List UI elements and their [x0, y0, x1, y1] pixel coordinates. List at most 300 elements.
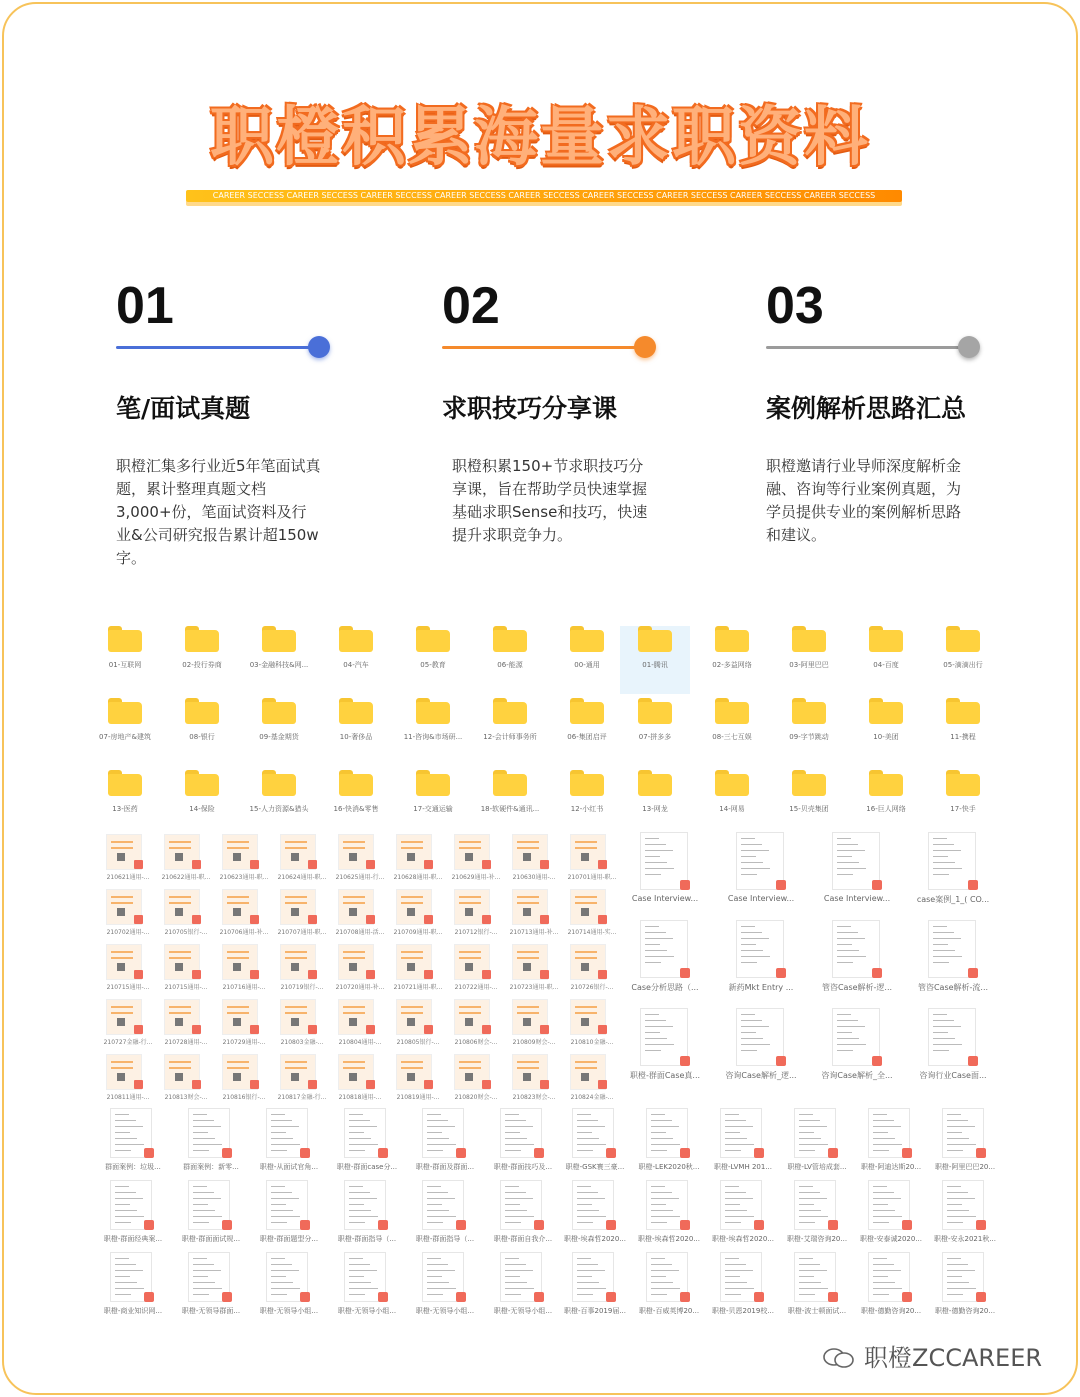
pdf-icon — [598, 915, 607, 924]
file-label: 210721通用-职... — [393, 984, 443, 991]
folder-body — [715, 702, 749, 724]
pdf-icon — [680, 1220, 690, 1230]
watermark — [822, 1338, 1042, 1373]
document-file[interactable] — [810, 920, 904, 1002]
document-file[interactable] — [328, 1180, 406, 1250]
file-thumbnail[interactable] — [448, 999, 504, 1051]
folder-item[interactable] — [244, 626, 314, 694]
document-file[interactable] — [328, 1252, 406, 1322]
folder-body — [493, 774, 527, 796]
file-label: 07-拼多多 — [638, 733, 672, 741]
document-file[interactable] — [704, 1108, 782, 1178]
folder-body — [792, 702, 826, 724]
folder-item[interactable] — [321, 770, 391, 838]
file-thumbnail[interactable] — [506, 889, 562, 941]
document-file[interactable] — [172, 1252, 250, 1322]
folder-icon — [493, 698, 527, 724]
folder-item[interactable] — [90, 770, 160, 838]
file-label: 职橙-群面经典案... — [103, 1235, 163, 1243]
document-file[interactable] — [618, 832, 712, 914]
file-thumbnail[interactable] — [506, 834, 562, 886]
folder-item[interactable] — [851, 626, 921, 694]
file-label: 职橙-埃森哲2020... — [711, 1235, 774, 1243]
pdf-icon — [250, 1080, 259, 1089]
document-file[interactable] — [484, 1180, 562, 1250]
document-file[interactable] — [250, 1180, 328, 1250]
document-file[interactable] — [852, 1108, 930, 1178]
pdf-icon — [134, 915, 143, 924]
file-thumbnail[interactable] — [448, 944, 504, 996]
document-file[interactable] — [926, 1108, 1004, 1178]
folder-item[interactable] — [475, 770, 545, 838]
file-label: 职橙-群面面试规... — [181, 1235, 241, 1243]
pdf-icon — [482, 970, 491, 979]
folder-body — [493, 702, 527, 724]
folder-item[interactable] — [697, 626, 767, 694]
feature-line — [442, 346, 642, 349]
file-thumbnail[interactable] — [506, 944, 562, 996]
folder-item[interactable] — [774, 698, 844, 766]
file-thumbnail[interactable] — [390, 1054, 446, 1106]
folder-item[interactable] — [90, 626, 160, 694]
file-thumbnail[interactable] — [390, 944, 446, 996]
document-file[interactable] — [250, 1252, 328, 1322]
file-thumbnail[interactable] — [100, 1054, 156, 1106]
file-thumbnail[interactable] — [564, 999, 620, 1051]
file-thumbnail[interactable] — [216, 1054, 272, 1106]
file-thumbnail[interactable] — [100, 834, 156, 886]
folder-item[interactable] — [552, 626, 622, 694]
pdf-icon — [308, 1080, 317, 1089]
file-thumbnail[interactable] — [158, 944, 214, 996]
pdf-icon — [308, 1025, 317, 1034]
file-label: 职橙-无领导小组... — [337, 1307, 397, 1315]
feature-3 — [766, 274, 1026, 547]
file-thumbnail[interactable] — [332, 944, 388, 996]
pdf-icon — [482, 1025, 491, 1034]
pdf-icon — [144, 1148, 154, 1158]
file-label: 16-快消&零售 — [333, 805, 379, 813]
pdf-icon — [300, 1220, 310, 1230]
pdf-icon — [456, 1220, 466, 1230]
folder-item[interactable] — [244, 770, 314, 838]
file-label: 210806财会-... — [454, 1039, 498, 1046]
folder-icon — [108, 770, 142, 796]
folder-icon — [185, 626, 219, 652]
file-thumbnail[interactable] — [274, 944, 330, 996]
document-file[interactable] — [704, 1252, 782, 1322]
pdf-icon — [134, 970, 143, 979]
pdf-icon — [754, 1220, 764, 1230]
folder-body — [108, 630, 142, 652]
file-label: 03-阿里巴巴 — [789, 661, 829, 669]
folder-body — [869, 702, 903, 724]
folder-body — [416, 702, 450, 724]
document-file[interactable] — [810, 1008, 904, 1090]
document-file[interactable] — [618, 1008, 712, 1090]
folder-icon — [262, 626, 296, 652]
pdf-icon — [598, 860, 607, 869]
file-label: Case Interview... — [631, 894, 699, 903]
file-label: 17-快手 — [950, 805, 976, 813]
pdf-icon — [308, 970, 317, 979]
folder-body — [946, 702, 980, 724]
pdf-icon — [902, 1148, 912, 1158]
file-label: 职橙-百威英博20... — [638, 1307, 700, 1315]
pdf-icon — [192, 1080, 201, 1089]
document-file[interactable] — [852, 1252, 930, 1322]
pdf-icon — [968, 1056, 978, 1066]
file-thumbnail[interactable] — [332, 834, 388, 886]
folder-body — [416, 774, 450, 796]
file-label: 12-小红书 — [570, 805, 604, 813]
file-label: 210622通用-职... — [161, 874, 211, 881]
file-thumbnail[interactable] — [390, 834, 446, 886]
document-file[interactable] — [926, 1180, 1004, 1250]
file-thumbnail[interactable] — [332, 1054, 388, 1106]
folder-body — [869, 630, 903, 652]
folder-item[interactable] — [244, 698, 314, 766]
pdf-icon — [540, 915, 549, 924]
file-thumbnail[interactable] — [564, 889, 620, 941]
pdf-icon — [250, 970, 259, 979]
pdf-icon — [424, 915, 433, 924]
folder-icon — [339, 770, 373, 796]
folder-item[interactable] — [398, 698, 468, 766]
pdf-icon — [366, 1080, 375, 1089]
file-thumbnail[interactable] — [448, 1054, 504, 1106]
document-file[interactable] — [778, 1108, 856, 1178]
document-file[interactable] — [484, 1108, 562, 1178]
document-file[interactable] — [556, 1180, 634, 1250]
feature-heading: 案例解析思路汇总 — [766, 394, 967, 423]
folder-item[interactable] — [475, 626, 545, 694]
folder-item[interactable] — [167, 770, 237, 838]
folder-icon — [570, 770, 604, 796]
folder-item[interactable] — [928, 698, 998, 766]
document-file[interactable] — [906, 920, 1000, 1002]
file-label: 210715通用-... — [164, 984, 208, 991]
pdf-icon — [828, 1220, 838, 1230]
file-label: 职橙-百事2019届... — [563, 1307, 626, 1315]
folder-body — [570, 630, 604, 652]
file-thumbnail[interactable] — [216, 999, 272, 1051]
document-file[interactable] — [406, 1180, 484, 1250]
file-label: 210819通用-... — [396, 1094, 440, 1101]
pdf-icon — [540, 970, 549, 979]
file-label: 职橙-群面case分... — [336, 1163, 398, 1171]
pdf-icon — [680, 968, 690, 978]
pdf-icon — [134, 1025, 143, 1034]
folder-icon — [638, 770, 672, 796]
folder-item[interactable] — [851, 770, 921, 838]
document-file[interactable] — [630, 1180, 708, 1250]
document-file[interactable] — [618, 920, 712, 1002]
file-label: 新药Mkt Entry ... — [728, 983, 794, 992]
file-label: 210803金融-... — [280, 1039, 324, 1046]
pdf-icon — [598, 1080, 607, 1089]
file-label: 210707通用-职... — [277, 929, 327, 936]
file-label: 职橙-群面及群面... — [415, 1163, 475, 1171]
pdf-icon — [902, 1292, 912, 1302]
folder-item[interactable] — [167, 698, 237, 766]
file-label: 18-软硬件&通讯... — [480, 805, 540, 813]
folder-item[interactable] — [928, 626, 998, 694]
pdf-icon — [540, 1080, 549, 1089]
document-file[interactable] — [484, 1252, 562, 1322]
file-label: 咨询Case解析_逻... — [725, 1071, 797, 1080]
folder-item[interactable] — [475, 698, 545, 766]
file-thumbnail[interactable] — [216, 834, 272, 886]
folder-icon — [416, 698, 450, 724]
file-label: 02-投行券商 — [182, 661, 222, 669]
file-label: 13-网龙 — [642, 805, 668, 813]
file-label: 群面案例：垃圾... — [105, 1163, 161, 1171]
folder-body — [946, 630, 980, 652]
pdf-icon — [300, 1148, 310, 1158]
document-file[interactable] — [94, 1252, 172, 1322]
pdf-icon — [598, 1025, 607, 1034]
pdf-icon — [378, 1148, 388, 1158]
folder-item[interactable] — [552, 770, 622, 838]
folder-item[interactable] — [851, 698, 921, 766]
folder-icon — [715, 626, 749, 652]
folder-item[interactable] — [167, 626, 237, 694]
pdf-icon — [308, 915, 317, 924]
folder-body — [339, 774, 373, 796]
file-label: 210823财会-... — [512, 1094, 556, 1101]
file-label: 10-美团 — [873, 733, 899, 741]
folder-icon — [638, 626, 672, 652]
folder-body — [262, 630, 296, 652]
document-file[interactable] — [714, 832, 808, 914]
pdf-icon — [222, 1220, 232, 1230]
file-label: 210630通用-... — [512, 874, 556, 881]
pdf-icon — [872, 968, 882, 978]
feature-desc: 职橙汇集多行业近5年笔面试真题，累计整理真题文档3,000+份，笔面试资料及行业&公司研究报告累计超150w字。 — [116, 457, 321, 567]
file-thumbnail[interactable] — [274, 834, 330, 886]
pdf-icon — [300, 1292, 310, 1302]
folder-icon — [416, 770, 450, 796]
document-file[interactable] — [906, 832, 1000, 914]
file-thumbnail[interactable] — [274, 999, 330, 1051]
folder-item[interactable] — [774, 626, 844, 694]
pdf-icon — [968, 968, 978, 978]
document-file[interactable] — [704, 1180, 782, 1250]
folder-item[interactable] — [398, 770, 468, 838]
file-label: 08-银行 — [189, 733, 215, 741]
file-label: 管咨Case解析-逻... — [821, 983, 893, 992]
file-label: 17-交通运输 — [413, 805, 453, 813]
pdf-icon — [680, 880, 690, 890]
file-label: 210629通用-补... — [451, 874, 501, 881]
pdf-icon — [192, 1025, 201, 1034]
folder-icon — [570, 626, 604, 652]
file-label: 210708通用-活... — [335, 929, 385, 936]
document-file[interactable] — [172, 1108, 250, 1178]
file-thumbnail[interactable] — [158, 999, 214, 1051]
file-label: 14-网易 — [719, 805, 745, 813]
folder-item[interactable] — [620, 770, 690, 838]
pdf-icon — [192, 860, 201, 869]
file-thumbnail[interactable] — [216, 944, 272, 996]
folder-item[interactable] — [620, 626, 690, 694]
file-label: 210624通用-职... — [277, 874, 327, 881]
file-label: 03-金融科技&网... — [249, 661, 309, 669]
file-label: 职橙-LVMH 201... — [713, 1163, 772, 1171]
file-label: 210716通用-... — [222, 984, 266, 991]
feature-1 — [116, 274, 376, 570]
file-label: 210810金融-... — [570, 1039, 614, 1046]
file-label: 职橙-阿里巴巴20... — [934, 1163, 996, 1171]
folder-item[interactable] — [321, 626, 391, 694]
folder-body — [339, 702, 373, 724]
file-thumbnail[interactable] — [506, 999, 562, 1051]
folder-icon — [185, 770, 219, 796]
document-file[interactable] — [852, 1180, 930, 1250]
pdf-icon — [366, 970, 375, 979]
file-label: 00-通用 — [574, 661, 600, 669]
file-label: 12-会计师事务所 — [483, 733, 537, 741]
folder-icon — [869, 698, 903, 724]
document-file[interactable] — [172, 1180, 250, 1250]
pdf-icon — [776, 968, 786, 978]
file-label: 210728通用-... — [164, 1039, 208, 1046]
file-thumbnail[interactable] — [448, 834, 504, 886]
folder-icon — [946, 698, 980, 724]
folder-body — [108, 702, 142, 724]
file-label: 职橙-GSK寰三豪... — [565, 1163, 625, 1171]
file-thumbnail[interactable] — [100, 944, 156, 996]
file-label: 210817金融-行... — [277, 1094, 327, 1101]
pdf-icon — [776, 1056, 786, 1066]
folder-icon — [416, 626, 450, 652]
document-file[interactable] — [250, 1108, 328, 1178]
file-label: 04-百度 — [873, 661, 899, 669]
document-file[interactable] — [906, 1008, 1000, 1090]
folder-icon — [570, 698, 604, 724]
file-thumbnail[interactable] — [332, 889, 388, 941]
folder-item[interactable] — [552, 698, 622, 766]
document-file[interactable] — [94, 1180, 172, 1250]
document-file[interactable] — [810, 832, 904, 914]
file-label: 咨询行业Case面... — [919, 1071, 987, 1080]
file-thumbnail[interactable] — [216, 889, 272, 941]
file-thumbnail[interactable] — [274, 1054, 330, 1106]
document-file[interactable] — [556, 1108, 634, 1178]
folder-body — [715, 630, 749, 652]
folder-item[interactable] — [774, 770, 844, 838]
folder-item[interactable] — [321, 698, 391, 766]
pdf-icon — [308, 860, 317, 869]
pdf-icon — [378, 1220, 388, 1230]
document-file[interactable] — [926, 1252, 1004, 1322]
file-thumbnail[interactable] — [390, 889, 446, 941]
pdf-icon — [424, 970, 433, 979]
document-file[interactable] — [630, 1108, 708, 1178]
pdf-icon — [606, 1220, 616, 1230]
file-thumbnail[interactable] — [332, 999, 388, 1051]
folder-item[interactable] — [928, 770, 998, 838]
folder-icon — [108, 698, 142, 724]
file-label: 210809财会-... — [512, 1039, 556, 1046]
file-thumbnail[interactable] — [390, 999, 446, 1051]
file-label: 01-互联网 — [108, 661, 142, 669]
file-label: 管咨Case解析-流... — [917, 983, 989, 992]
file-label: 210712银行-... — [454, 929, 498, 936]
file-thumbnail[interactable] — [100, 889, 156, 941]
file-thumbnail[interactable] — [158, 1054, 214, 1106]
folder-icon — [638, 698, 672, 724]
file-label: 15-贝壳集团 — [789, 805, 829, 813]
file-thumbnail[interactable] — [564, 944, 620, 996]
folder-item[interactable] — [697, 698, 767, 766]
document-file[interactable] — [714, 1008, 808, 1090]
file-label: Case Interview... — [823, 894, 891, 903]
file-label: 群面案例：新零... — [183, 1163, 239, 1171]
document-file[interactable] — [778, 1180, 856, 1250]
file-thumbnail[interactable] — [564, 834, 620, 886]
document-file[interactable] — [556, 1252, 634, 1322]
folder-icon — [869, 626, 903, 652]
folder-item[interactable] — [620, 698, 690, 766]
file-label: 210713通用-补... — [509, 929, 559, 936]
file-label: 05-滴滴出行 — [943, 661, 983, 669]
file-thumbnail[interactable] — [506, 1054, 562, 1106]
folder-icon — [869, 770, 903, 796]
file-label: 210714通用-实... — [567, 929, 617, 936]
folder-item[interactable] — [697, 770, 767, 838]
file-thumbnail[interactable] — [158, 834, 214, 886]
folder-body — [185, 702, 219, 724]
dot-icon — [634, 336, 656, 358]
file-label: 01-腾讯 — [642, 661, 668, 669]
document-file[interactable] — [406, 1108, 484, 1178]
file-label: case案例_1_( CO... — [916, 895, 990, 904]
file-label: 210623通用-职... — [219, 874, 269, 881]
folder-item[interactable] — [90, 698, 160, 766]
folder-body — [570, 774, 604, 796]
folder-item[interactable] — [398, 626, 468, 694]
document-file[interactable] — [94, 1108, 172, 1178]
file-label: 职橙-群面指导（... — [337, 1235, 397, 1243]
file-label: Case分析思路（... — [631, 983, 699, 992]
file-thumbnail[interactable] — [274, 889, 330, 941]
file-thumbnail[interactable] — [158, 889, 214, 941]
file-label: 09-基金期货 — [259, 733, 299, 741]
file-label: 07-房地产&建筑 — [99, 733, 151, 741]
document-file[interactable] — [714, 920, 808, 1002]
pdf-icon — [828, 1292, 838, 1302]
file-label: 210727金融-行... — [103, 1039, 153, 1046]
document-file[interactable] — [328, 1108, 406, 1178]
file-thumbnail[interactable] — [448, 889, 504, 941]
pdf-icon — [872, 880, 882, 890]
document-file[interactable] — [406, 1252, 484, 1322]
folder-icon — [792, 698, 826, 724]
document-file[interactable] — [778, 1252, 856, 1322]
folder-body — [792, 630, 826, 652]
file-label: 14-保险 — [189, 805, 215, 813]
document-file[interactable] — [630, 1252, 708, 1322]
pdf-icon — [482, 860, 491, 869]
folder-icon — [262, 698, 296, 724]
file-label: 09-字节跳动 — [789, 733, 829, 741]
file-thumbnail[interactable] — [100, 999, 156, 1051]
feature-2 — [442, 274, 702, 547]
file-thumbnail[interactable] — [564, 1054, 620, 1106]
folder-icon — [108, 626, 142, 652]
